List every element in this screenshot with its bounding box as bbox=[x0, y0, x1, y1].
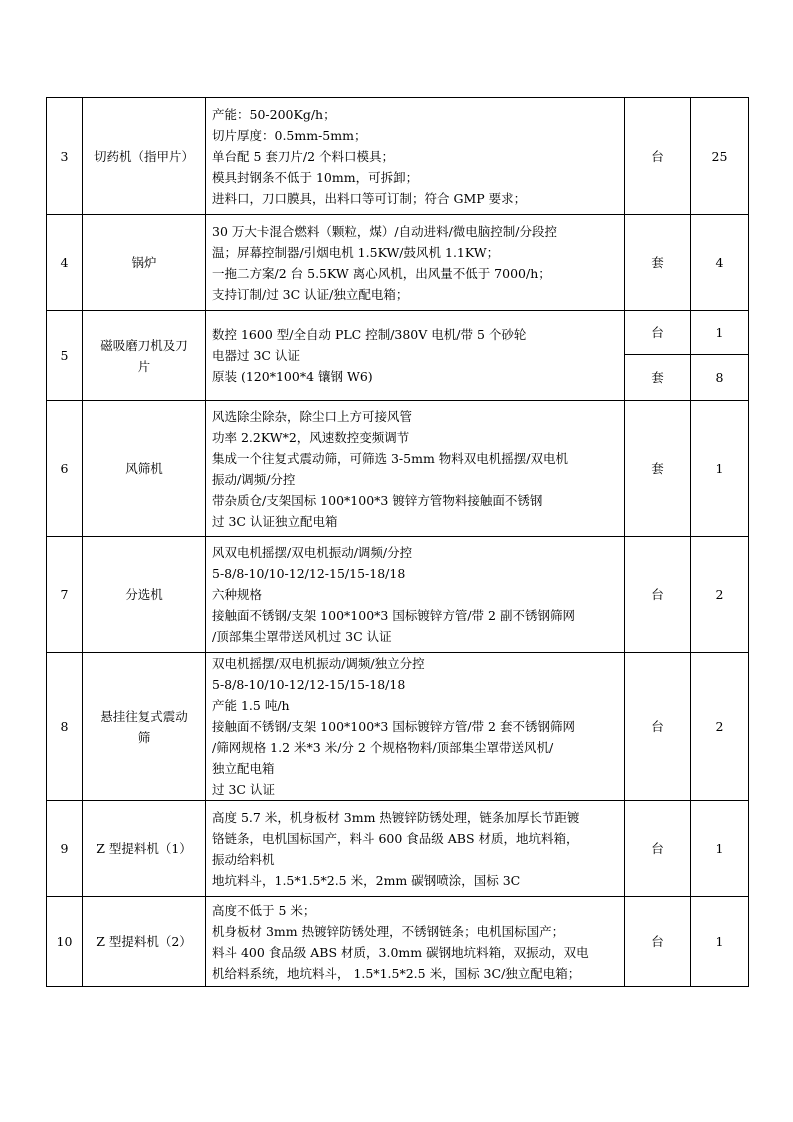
spec-line: 电器过 3C 认证 bbox=[212, 348, 300, 363]
spec-line: 铬链条，电机国标国产，料斗 600 食品级 ABS 材质，地坑料箱， bbox=[212, 830, 579, 846]
item-spec bbox=[206, 897, 625, 987]
spec-line: 模具封钢条不低于 10mm，可拆卸； bbox=[212, 169, 419, 185]
item-name: 风筛机 bbox=[83, 401, 206, 537]
item-unit: 套 bbox=[625, 215, 691, 311]
table-row bbox=[47, 653, 749, 801]
spec-line: 产能：50-200Kg/h； bbox=[212, 106, 336, 122]
item-quantity: 2 bbox=[691, 653, 749, 801]
spec-line: 机身板材 3mm 热镀锌防锈处理，不锈钢链条；电机国标国产； bbox=[212, 923, 565, 939]
item-quantity: 1 bbox=[691, 311, 749, 355]
spec-line: 进料口，刀口膜具，出料口等可订制；符合 GMP 要求； bbox=[212, 190, 527, 206]
item-name-line: 片 bbox=[137, 358, 151, 374]
item-quantity: 8 bbox=[691, 355, 749, 401]
item-name bbox=[83, 653, 206, 801]
spec-line: 接触面不锈钢/支架 100*100*3 国标镀锌方管/带 2 副不锈钢筛网 bbox=[212, 608, 575, 623]
row-number: 9 bbox=[47, 801, 83, 897]
table-row bbox=[47, 401, 749, 537]
item-spec bbox=[206, 537, 625, 653]
table-row bbox=[47, 215, 749, 311]
item-unit: 套 bbox=[625, 401, 691, 537]
item-spec bbox=[206, 311, 625, 401]
item-unit: 台 bbox=[625, 801, 691, 897]
spec-line: 高度不低于 5 米； bbox=[212, 902, 316, 918]
spec-line: 30 万大卡混合燃料（颗粒，煤）/自动进料/微电脑控制/分段控 bbox=[212, 223, 558, 239]
spec-line: 接触面不锈钢/支架 100*100*3 国标镀锌方管/带 2 套不锈钢筛网 bbox=[212, 719, 575, 734]
row-number: 6 bbox=[47, 401, 83, 537]
item-unit: 台 bbox=[625, 98, 691, 215]
item-name: Z 型提料机（2） bbox=[83, 897, 206, 987]
spec-line: 数控 1600 型/全自动 PLC 控制/380V 电机/带 5 个砂轮 bbox=[212, 327, 527, 342]
spec-line: 温；屏幕控制器/引烟电机 1.5KW/鼓风机 1.1KW； bbox=[212, 244, 500, 260]
item-quantity: 1 bbox=[691, 897, 749, 987]
table-row bbox=[47, 311, 749, 355]
item-spec bbox=[206, 401, 625, 537]
item-name bbox=[83, 311, 206, 401]
row-number: 7 bbox=[47, 537, 83, 653]
spec-line: 料斗 400 食品级 ABS 材质，3.0mm 碳钢地坑料箱，双振动，双电 bbox=[212, 944, 589, 960]
spec-line: 一拖二方案/2 台 5.5KW 离心风机，出风量不低于 7000/h； bbox=[212, 265, 551, 281]
spec-line: 集成一个往复式震动筛，可筛选 3-5mm 物料双电机摇摆/双电机 bbox=[212, 450, 568, 466]
spec-line: 风双电机摇摆/双电机振动/调频/分控 bbox=[212, 545, 413, 560]
spec-line: 机给料系统，地坑料斗， 1.5*1.5*2.5 米，国标 3C/独立配电箱； bbox=[212, 965, 581, 981]
table-row bbox=[47, 801, 749, 897]
spec-line: 振动/调频/分控 bbox=[212, 471, 296, 487]
spec-line: 独立配电箱 bbox=[212, 761, 275, 776]
item-spec bbox=[206, 653, 625, 801]
spec-line: 5-8/8-10/10-12/12-15/15-18/18 bbox=[212, 677, 406, 692]
equipment-spec-table bbox=[46, 97, 749, 987]
spec-line: 风选除尘除杂，除尘口上方可接风管 bbox=[212, 408, 413, 424]
spec-line: /筛网规格 1.2 米*3 米/分 2 个规格物料/顶部集尘罩带送风机/ bbox=[212, 740, 554, 755]
item-quantity: 25 bbox=[691, 98, 749, 215]
item-name: 切药机（指甲片） bbox=[83, 98, 206, 215]
item-name: Z 型提料机（1） bbox=[83, 801, 206, 897]
spec-line: 地坑料斗，1.5*1.5*2.5 米，2mm 碳钢喷涂，国标 3C bbox=[212, 872, 521, 888]
item-name: 分选机 bbox=[83, 537, 206, 653]
row-number: 3 bbox=[47, 98, 83, 215]
spec-line: 原装 (120*100*4 镶钢 W6) bbox=[212, 369, 373, 384]
spec-line: 支持订制/过 3C 认证/独立配电箱； bbox=[212, 286, 409, 302]
spec-line: /顶部集尘罩带送风机过 3C 认证 bbox=[212, 629, 392, 644]
item-spec bbox=[206, 215, 625, 311]
item-unit: 套 bbox=[625, 355, 691, 401]
item-quantity: 1 bbox=[691, 801, 749, 897]
item-spec bbox=[206, 801, 625, 897]
spec-line: 单台配 5 套刀片/2 个料口模具； bbox=[212, 148, 395, 164]
item-spec bbox=[206, 98, 625, 215]
spec-line: 六种规格 bbox=[212, 587, 263, 602]
spec-line: 过 3C 认证独立配电箱 bbox=[212, 513, 338, 529]
row-number: 8 bbox=[47, 653, 83, 801]
table-row bbox=[47, 897, 749, 987]
spec-line: 振动给料机 bbox=[212, 851, 275, 867]
item-quantity: 4 bbox=[691, 215, 749, 311]
spec-line: 带杂质仓/支架国标 100*100*3 镀锌方管物料接触面不锈钢 bbox=[212, 492, 543, 508]
spec-line: 双电机摇摆/双电机振动/调频/独立分控 bbox=[212, 656, 425, 671]
spec-line: 5-8/8-10/10-12/12-15/15-18/18 bbox=[212, 566, 406, 581]
item-name-line: 筛 bbox=[137, 729, 151, 745]
item-unit: 台 bbox=[625, 537, 691, 653]
spec-line: 功率 2.2KW*2，风速数控变频调节 bbox=[212, 429, 410, 445]
row-number: 4 bbox=[47, 215, 83, 311]
item-name: 锅炉 bbox=[83, 215, 206, 311]
spec-line: 产能 1.5 吨/h bbox=[212, 698, 290, 713]
row-number: 5 bbox=[47, 311, 83, 401]
table-row bbox=[47, 98, 749, 215]
spec-line: 切片厚度：0.5mm-5mm； bbox=[212, 127, 367, 143]
table-row bbox=[47, 537, 749, 653]
item-quantity: 1 bbox=[691, 401, 749, 537]
item-name-line: 悬挂往复式震动 bbox=[100, 708, 188, 724]
item-unit: 台 bbox=[625, 897, 691, 987]
spec-line: 高度 5.7 米，机身板材 3mm 热镀锌防锈处理，链条加厚长节距镀 bbox=[212, 809, 580, 825]
item-unit: 台 bbox=[625, 653, 691, 801]
spec-line: 过 3C 认证 bbox=[212, 782, 275, 797]
item-name-line: 磁吸磨刀机及刀 bbox=[100, 337, 188, 353]
row-number: 10 bbox=[47, 897, 83, 987]
item-unit: 台 bbox=[625, 311, 691, 355]
item-quantity: 2 bbox=[691, 537, 749, 653]
